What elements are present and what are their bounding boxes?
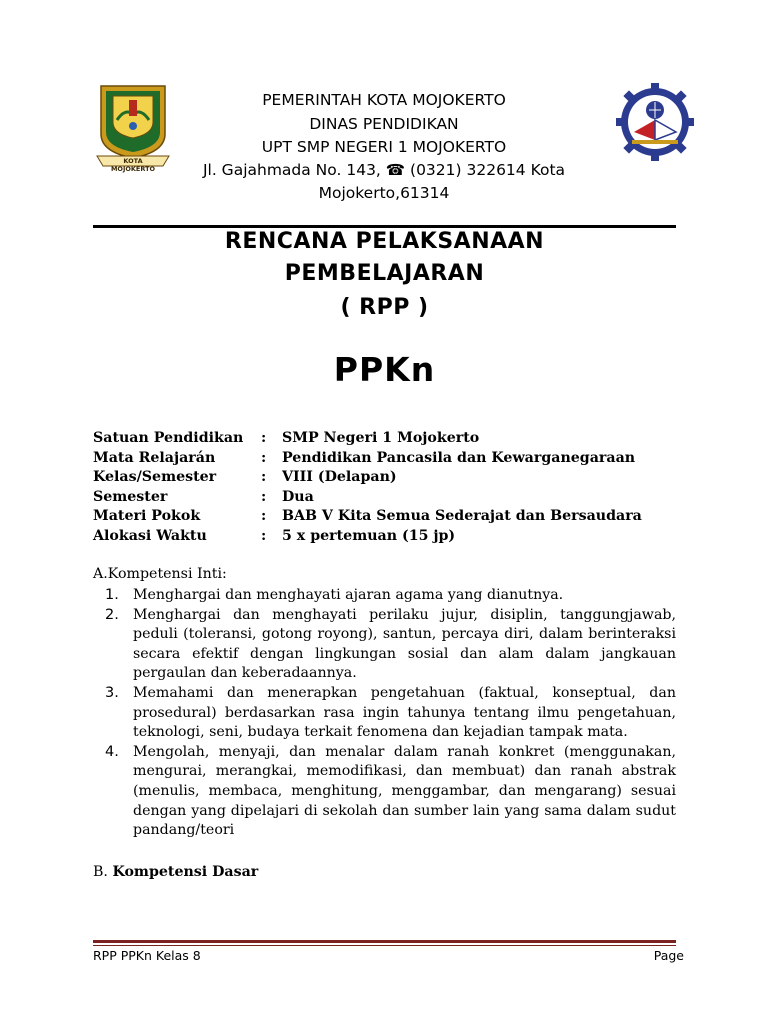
emblem-ribbon-text: KOTA MOJOKERTO [110,157,156,173]
info-label: Satuan Pendidikan [93,430,244,446]
list-text: Menghargai dan menghayati ajaran agama yang dianutnya. [133,587,564,603]
info-value: Pendidikan Pancasila dan Kewarganegaraan [282,449,636,466]
info-colon: : [261,527,267,544]
doc-title-line1: RENCANA PELAKSANAAN [224,229,545,254]
info-value: VIII (Delapan) [282,469,397,486]
list-text: Menghargai dan menghayati perilaku jujur, disiplin, tanggungjawab, peduli (toleransi, gotong royong), santun, percaya diri, dalam berinteraksi secara efektif dengan lingkungan sosial dan alam dalam jangkauan pergaulan dan keberadaannya. [133,606,676,682]
info-label: Materi Pokok [93,508,201,525]
footer-divider-thick [93,940,676,943]
footer-page-label: Page [653,948,684,963]
header-government: PEMERINTAH KOTA MOJOKERTO [262,91,506,109]
list-item [93,606,676,684]
list-item [93,743,676,841]
header-department: DINAS PENDIDIKAN [309,115,459,133]
header-address-line2: Mojokerto,61314 [318,184,450,202]
list-number: 3. [105,684,119,701]
info-value: SMP Negeri 1 Mojokerto [282,430,480,446]
header-divider [93,225,676,228]
list-number: 1. [105,587,119,603]
info-value: Dua [282,488,314,505]
info-value: 5 x pertemuan (15 jp) [282,527,456,544]
info-colon: : [261,488,267,505]
kompetensi-dasar-title: Kompetensi Dasar [112,864,259,880]
list-text: Memahami dan menerapkan pengetahuan (faktual, konseptual, dan prosedural) berdasarkan rasa ingin tahunya tentang ilmu pengetahuan, teknologi, seni, budaya terkait fenomena dan kejadian tampak mata. [133,684,676,741]
list-item [93,684,676,743]
info-label: Semester [93,488,168,505]
header-address-line1: Jl. Gajahmada No. 143, ☎ (0321) 322614 Kota [202,161,566,179]
info-colon: : [261,469,267,486]
list-text: Mengolah, menyaji, dan menalar dalam ranah konkret (menggunakan, mengurai, merangkai, memodifikasi, dan membuat) dan ranah abstrak (menulis, membaca, menghitung, menggambar, dan mengarang) sesuai dengan yang dipelajari di sekolah dan sumber lain yang sama dalam sudut pandang/teori [133,743,676,839]
info-value: BAB V Kita Semua Sederajat dan Bersaudara [282,508,642,525]
kompetensi-inti-heading: A.Kompetensi Inti: [93,566,227,582]
info-colon: : [261,508,267,525]
info-colon: : [261,449,267,466]
kompetensi-dasar-prefix: B. [93,864,113,880]
kompetensi-dasar-heading [93,864,258,880]
list-item [93,586,676,606]
doc-title-rpp: ( RPP ) [340,295,429,320]
info-label: Mata Relajarán [93,449,216,466]
info-label: Kelas/Semester [93,469,217,486]
info-colon: : [261,430,267,446]
subject-title: PPKn [333,350,436,389]
list-number: 2. [105,606,119,623]
info-label: Alokasi Waktu [93,527,207,544]
doc-title-line2: PEMBELAJARAN [284,261,485,286]
list-number: 4. [105,743,119,760]
kompetensi-inti-list [93,586,676,841]
footer-left-text: RPP PPKn Kelas 8 [93,948,201,963]
footer-divider-thin [93,945,676,946]
header-school: UPT SMP NEGERI 1 MOJOKERTO [261,138,507,156]
